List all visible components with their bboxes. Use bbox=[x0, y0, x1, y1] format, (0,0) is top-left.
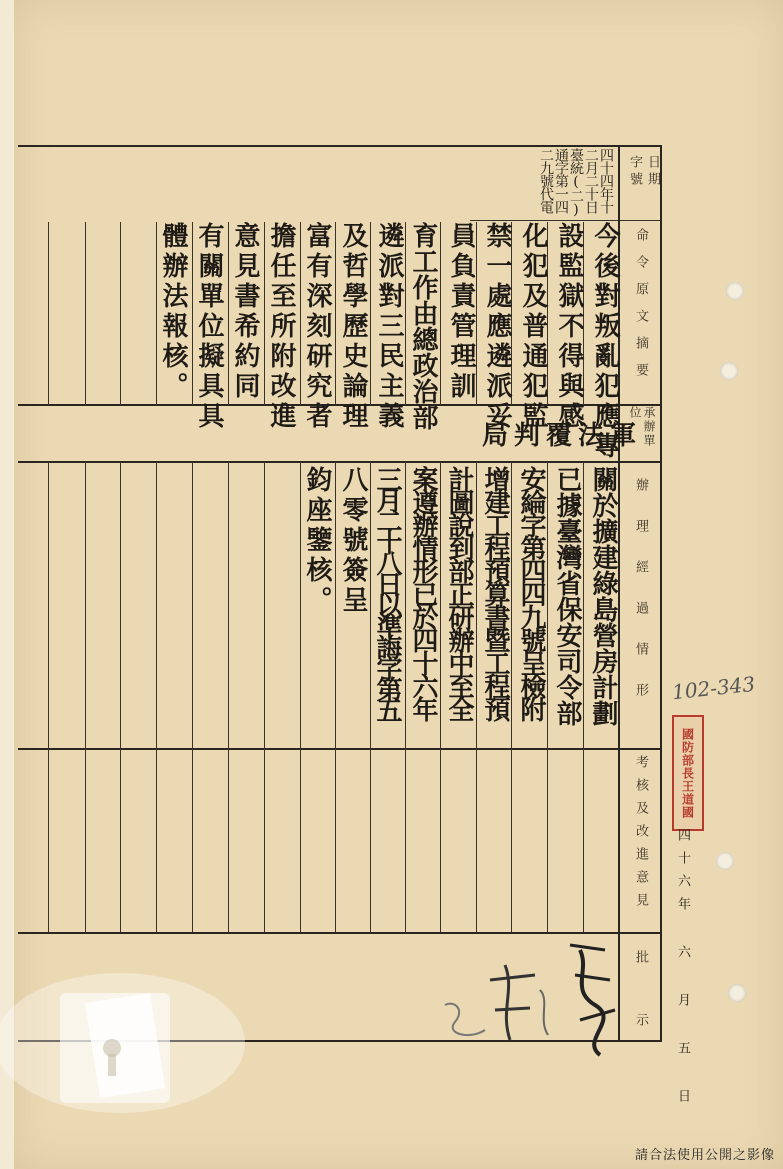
approval-label: 批示 bbox=[633, 950, 648, 1076]
process-col-line-6 bbox=[228, 462, 229, 932]
process-col-line-10 bbox=[370, 462, 371, 932]
handwritten-signature bbox=[430, 930, 650, 1080]
order-line-1: 今後對叛亂犯應專 bbox=[590, 222, 620, 462]
order-line-7: 遴派對三民主義 bbox=[374, 222, 404, 432]
process-col-line-2 bbox=[85, 462, 86, 932]
unit-label: 承辦單位 bbox=[628, 406, 656, 448]
process-line-2: 已據臺灣省保安司令部 bbox=[552, 466, 582, 726]
date-column-divider bbox=[470, 220, 662, 221]
punch-hole-4 bbox=[728, 984, 746, 1002]
process-col-line-15 bbox=[547, 462, 548, 932]
punch-hole-1 bbox=[726, 282, 744, 300]
order-line-8: 及哲學歷史論理 bbox=[338, 222, 368, 432]
order-col-line-2 bbox=[85, 222, 86, 405]
unit-section-bottom-line bbox=[18, 461, 662, 463]
order-summary-label: 命令原文摘要 bbox=[633, 228, 648, 390]
margin-handwritten-number: 102-343 bbox=[670, 671, 757, 705]
order-line-12: 有關單位擬具具 bbox=[194, 222, 224, 432]
process-col-line-5 bbox=[192, 462, 193, 932]
form-top-border bbox=[18, 145, 662, 147]
order-col-line-10 bbox=[370, 222, 371, 405]
punch-hole-3 bbox=[716, 852, 734, 870]
closing-date: 四十六年 六 月 五 日 bbox=[675, 828, 690, 1112]
process-line-8: 八零號簽呈 bbox=[338, 466, 368, 616]
archive-watermark-logo bbox=[0, 968, 250, 1118]
punch-hole-2 bbox=[720, 362, 738, 380]
footer-usage-notice: 請合法使用公開之影像 bbox=[634, 1148, 775, 1163]
process-col-line-12 bbox=[440, 462, 441, 932]
order-line-9: 富有深刻研究者 bbox=[302, 222, 332, 432]
process-line-4: 增建工程預算書暨工程預 bbox=[480, 466, 510, 719]
order-line-3: 化犯及普通犯監 bbox=[518, 222, 548, 432]
order-date-number: 四十四年十二月二十日臺統(二)通字第一四二九號代電 bbox=[538, 148, 614, 217]
process-line-6: 案遵辦情形已於四十六年 bbox=[408, 466, 438, 719]
process-col-line-14 bbox=[511, 462, 512, 932]
order-line-2: 設監獄不得與感 bbox=[554, 222, 584, 432]
process-line-7: 三月二十八日以準誨字第五 bbox=[372, 466, 402, 718]
process-line-9: 鈞座鑒核。 bbox=[302, 466, 332, 616]
order-line-11: 意見書希約同 bbox=[230, 222, 260, 402]
order-col-line-1 bbox=[48, 222, 49, 405]
process-label: 辦理經過情形 bbox=[633, 478, 648, 724]
process-col-line-3 bbox=[120, 462, 121, 932]
handling-unit: 軍法覆判局 bbox=[482, 421, 643, 451]
order-col-line-12 bbox=[440, 222, 441, 405]
process-line-1: 關於擴建綠島營房計劃 bbox=[588, 466, 618, 726]
process-col-line-7 bbox=[264, 462, 265, 932]
process-col-line-11 bbox=[405, 462, 406, 932]
order-line-6: 育工作由總政治部 bbox=[408, 222, 438, 430]
official-seal-stamp: 國防部長王道國 bbox=[672, 715, 704, 831]
order-line-4: 禁一處應遴派妥 bbox=[482, 222, 512, 432]
order-line-10: 擔任至所附改進 bbox=[266, 222, 296, 432]
order-line-5: 員負責管理訓 bbox=[446, 222, 476, 402]
form-right-border bbox=[660, 145, 662, 1041]
process-col-line-4 bbox=[156, 462, 157, 932]
process-line-3: 安綸字第四四九號呈檢附 bbox=[516, 466, 546, 719]
date-label: 日期 bbox=[645, 155, 660, 189]
process-col-line-13 bbox=[476, 462, 477, 932]
number-label: 字號 bbox=[627, 155, 642, 189]
order-line-13: 體辦法報核。 bbox=[158, 222, 188, 402]
order-col-line-3 bbox=[120, 222, 121, 405]
process-col-line-1 bbox=[48, 462, 49, 932]
process-line-5: 計圖說到部正研辦中至全 bbox=[444, 466, 474, 719]
review-label: 考核及改進意見 bbox=[633, 755, 648, 916]
process-col-line-16 bbox=[583, 462, 584, 932]
process-section-bottom-line bbox=[18, 748, 662, 750]
